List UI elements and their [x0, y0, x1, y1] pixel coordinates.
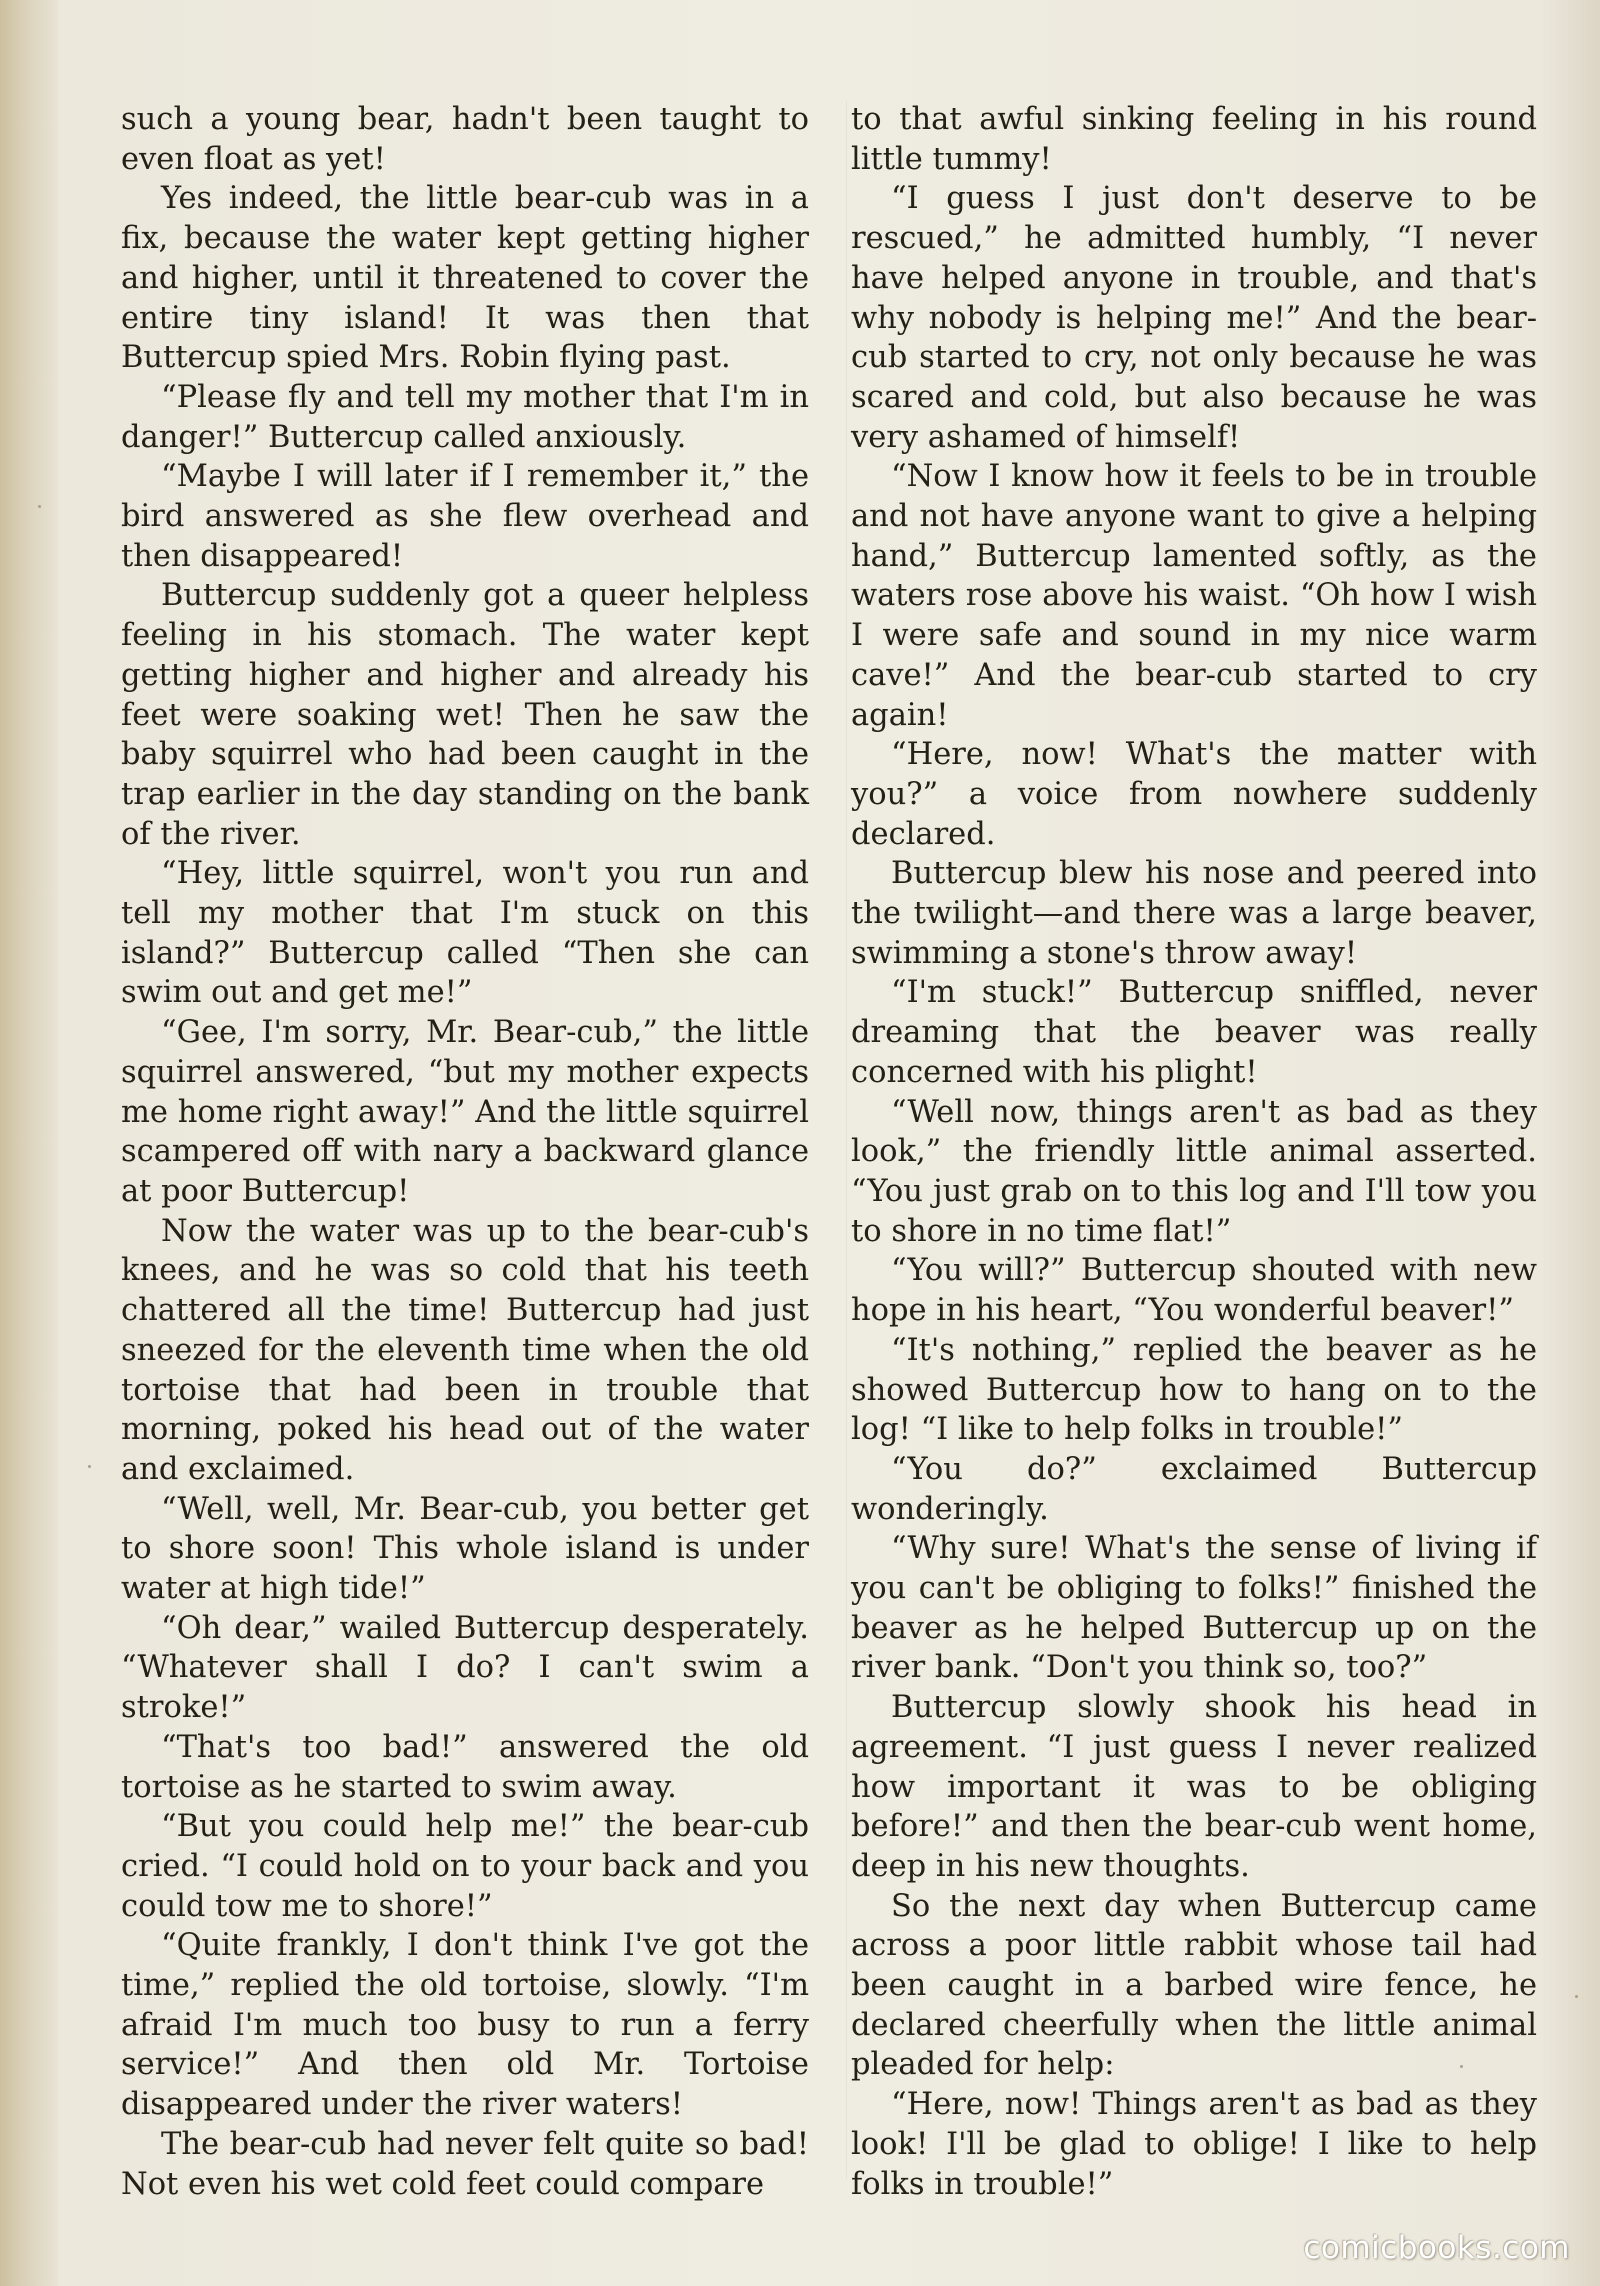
right-text-column — [851, 100, 1537, 2204]
paragraph: Now the water was up to the bear-cub's knees, and he was so cold that his teeth chattered all the time! Buttercup had just sneezed for the eleventh time when the old tortoise that had been in trouble that morning, poked his head out of the water and exclaimed. — [121, 1213, 809, 1487]
paper-speck — [1575, 1995, 1578, 1998]
paragraph: “Quite frankly, I don't think I've got the time,” replied the old tortoise, slowly. “I'm afraid I'm much too busy to run a ferry service!” And then old Mr. Tortoise disappeared under the river waters! — [121, 1928, 809, 2123]
paragraph: “You do?” exclaimed Buttercup wonderingly. — [851, 1451, 1537, 1527]
paragraph: “Please fly and tell my mother that I'm in danger!” Buttercup called anxiously. — [121, 379, 809, 455]
paragraph: “Why sure! What's the sense of living if you can't be obliging to folks!” finished the beaver as he helped Buttercup up on the river bank. “Don't you think so, too?” — [851, 1531, 1537, 1686]
paragraph: “Well, well, Mr. Bear-cub, you better get to shore soon! This whole island is under water at high tide!” — [121, 1491, 809, 1607]
paper-speck — [1460, 2065, 1463, 2068]
paragraph: “That's too bad!” answered the old tortoise as he started to swim away. — [121, 1729, 809, 1805]
paragraph: Buttercup slowly shook his head in agreement. “I just guess I never realized how important it was to be obliging before!” and then the bear-cub went home, deep in his new thoughts. — [851, 1690, 1537, 1884]
paragraph: So the next day when Buttercup came across a poor little rabbit whose tail had been caught in a barbed wire fence, he declared cheerfully when the little animal pleaded for help: — [851, 1888, 1537, 2083]
page-binding-edge — [0, 0, 58, 2286]
paragraph: “Gee, I'm sorry, Mr. Bear-cub,” the little squirrel answered, “but my mother expects me home right away!” And the little squirrel scampered off with nary a backward glance at poor Buttercup! — [121, 1015, 809, 1209]
paragraph: “I guess I just don't deserve to be rescued,” he admitted humbly, “I never have helped anyone in trouble, and that's why nobody is helping me!” And the bear-cub started to cry, not only because he was scared and cold, but also because he was very ashamed of himself! — [851, 181, 1537, 455]
paragraph: Buttercup blew his nose and peered into the twilight—and there was a large beaver, swimming a stone's throw away! — [851, 856, 1537, 971]
paragraph: “Hey, little squirrel, won't you run and tell my mother that I'm stuck on this island?” Buttercup called “Then she can swim out and get me!” — [121, 856, 809, 1011]
paragraph: “It's nothing,” replied the beaver as he showed Buttercup how to hang on to the log! “I like to help folks in trouble!” — [851, 1332, 1537, 1448]
paragraph: Buttercup suddenly got a queer helpless feeling in his stomach. The water kept getting higher and higher and already his feet were soaking wet! Then he saw the baby squirrel who had been caught in the trap earlier in the day standing on the bank of the river. — [121, 578, 809, 852]
watermark-text: comicbooks.com — [1303, 2230, 1570, 2266]
paragraph: to that awful sinking feeling in his round little tummy! — [851, 102, 1537, 177]
paragraph: “Here, now! What's the matter with you?” a voice from nowhere suddenly declared. — [851, 737, 1537, 852]
paragraph: such a young bear, hadn't been taught to even float as yet! — [121, 102, 809, 177]
paper-speck — [38, 505, 41, 508]
paragraph: “Here, now! Things aren't as bad as they look! I'll be glad to oblige! I like to help folks in trouble!” — [851, 2087, 1537, 2202]
paragraph: “I'm stuck!” Buttercup sniffled, never dreaming that the beaver was really concerned with his plight! — [851, 975, 1537, 1090]
paragraph: “Now I know how it feels to be in trouble and not have anyone want to give a helping hand,” Buttercup lamented softly, as the waters rose above his waist. “Oh how I wish I were safe and sound in my nice warm cave!” And the bear-cub started to cry again! — [851, 459, 1537, 733]
paragraph: “Well now, things aren't as bad as they look,” the friendly little animal asserted. “You just grab on to this log and I'll tow you to shore in no time flat!” — [851, 1094, 1537, 1249]
paragraph: “You will?” Buttercup shouted with new hope in his heart, “You wonderful beaver!” — [851, 1253, 1537, 1329]
paragraph: Yes indeed, the little bear-cub was in a fix, because the water kept getting higher and higher, until it threatened to cover the entire tiny island! It was then that Buttercup spied Mrs. Robin flying past. — [121, 181, 809, 376]
paragraph: “But you could help me!” the bear-cub cried. “I could hold on to your back and you could tow me to shore!” — [121, 1809, 809, 1924]
paragraph: The bear-cub had never felt quite so bad! Not even his wet cold feet could compare — [121, 2126, 809, 2202]
paragraph: “Oh dear,” wailed Buttercup desperately. “Whatever shall I do? I can't swim a stroke!” — [121, 1610, 809, 1726]
paragraph: “Maybe I will later if I remember it,” the bird answered as she flew overhead and then disappeared! — [121, 459, 809, 574]
column-gutter — [846, 100, 847, 2180]
left-text-column — [121, 100, 809, 2204]
paper-speck — [88, 1465, 91, 1468]
